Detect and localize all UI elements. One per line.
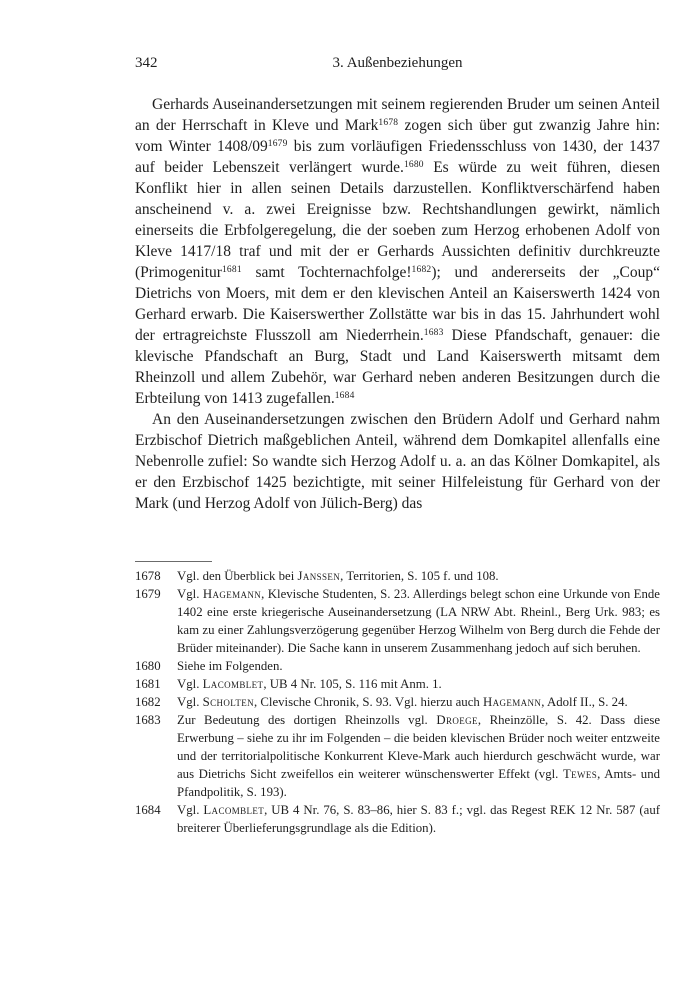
footnote-text [177, 567, 660, 585]
footnote-number: 1679 [135, 587, 161, 601]
text-run: , Rheinzölle, S. 42. Dass diese Erwerbung – siehe zu ihr im Folgenden – die beiden klevischen Brüder noch weiter entzweite und der territorialpolitische Konkurrent Kleve-Mark auch hierdurch geschwächt wurde, war aus Dietrichs Sicht zweifellos ein weiterer wünschenswerter Effekt (vgl. [177, 713, 661, 781]
text-run: Gerhards Auseinandersetzungen mit seinem regierenden Bruder um seinen Anteil an der Herrschaft in Kleve und Mark [135, 96, 660, 134]
text-run: ); und andererseits der „Coup“ Dietrichs von Moers, mit dem er den klevischen Anteil an Kaiserswerth 1424 von Gerhard erwarb. Die Kaiserswerther Zollstätte war bis in das 15. Jahrhundert wohl der ertragreichste Flusszoll am Niederrhein. [135, 264, 660, 344]
footnote-ref: 1680 [403, 160, 424, 170]
footnote-item [135, 801, 660, 837]
text-run: Zur Bedeutung des dortigen Rheinzolls vgl. [177, 713, 437, 727]
author-name-smallcaps: Lacomblet [203, 803, 265, 817]
author-name-smallcaps: Tewes [562, 767, 598, 781]
footnote-number: 1684 [135, 803, 161, 817]
footnote-number: 1680 [135, 659, 161, 673]
main-text-block [135, 94, 660, 514]
text-run: Vgl. [177, 677, 203, 691]
footnote-text [177, 585, 660, 657]
footnote-number: 1682 [135, 695, 161, 709]
footnote-item [135, 675, 660, 693]
text-run: samt Tochternachfolge! [241, 264, 412, 281]
author-name-smallcaps: Droege [436, 713, 478, 727]
body-paragraph [135, 94, 660, 409]
footnote-text [177, 693, 660, 711]
author-name-smallcaps: Hagemann [482, 695, 542, 709]
text-run: , Klevische Studenten, S. 23. Allerdings belegt schon eine Urkunde von Ende 1402 eine erste kriegerische Auseinandersetzung (LA NRW Abt. Rheinl., Berg Urk. 983; es kam zu einer Zahlungsverzögerung gegenüber Herzog Wilhelm von Berg durch die Fehde der Brüder miteinander). Die Sache kann in unserem Zusammenhang jedoch auf sich beruhen. [177, 587, 660, 655]
text-run: Vgl. den Überblick bei [177, 569, 298, 583]
text-run: , Adolf II., S. 24. [541, 695, 628, 709]
footnote-ref: 1682 [411, 265, 432, 275]
footnote-item [135, 567, 660, 585]
footnote-ref: 1683 [423, 328, 444, 338]
running-header-title: 3. Außenbeziehungen [332, 55, 463, 71]
text-run: An den Auseinandersetzungen zwischen den Brüdern Adolf und Gerhard nahm Erzbischof Dietrich maßgeblichen Anteil, während dem Domkapitel allenfalls eine Nebenrolle zufiel: So wandte sich Herzog Adolf u. a. an das Kölner Domkapitel, als er den Erzbischof 1425 bezichtigte, mit seiner Hilfeleistung für Gerhard von der Mark (und Herzog Adolf von Jülich-Berg) das [135, 411, 660, 512]
footnote-separator [135, 561, 212, 562]
text-run: Es würde zu weit führen, diesen Konflikt hier in allen seinen Details darzustellen. Konfliktverschärfend haben anscheinend v. a. zwei Ereignisse bzw. Rechtshandlungen gewirkt, nämlich einerseits die Erbfolgeregelung, die der soeben zum Herzog erhobenen Adolf von Kleve 1417/18 traf und mit der er Gerhards Aussichten definitiv durchkreuzte (Primogenitur [135, 159, 660, 281]
footnote-ref: 1684 [334, 391, 355, 401]
author-name-smallcaps: Lacomblet [202, 677, 264, 691]
text-run: Vgl. [177, 803, 204, 817]
author-name-smallcaps: Scholten [202, 695, 254, 709]
text-run: , UB 4 Nr. 76, S. 83–86, hier S. 83 f.; vgl. das Regest REK 12 Nr. 587 (auf breiterer Überlieferungsgrundlage als die Edition). [177, 803, 660, 835]
author-name-smallcaps: Hagemann [202, 587, 262, 601]
footnote-number: 1683 [135, 713, 161, 727]
text-run: bis zum vorläufigen Friedensschluss von 1430, der 1437 auf beider Lebenszeit verlängert wurde. [135, 138, 660, 176]
text-run: Vgl. [177, 695, 203, 709]
footnote-number: 1678 [135, 569, 161, 583]
text-run: zogen sich über gut zwanzig Jahre hin: vom Winter 1408/09 [135, 117, 660, 155]
footnote-text [177, 657, 660, 675]
text-run: Diese Pfandschaft, genauer: die klevische Pfandschaft an Burg, Stadt und Land Kaiserswerth mitsamt dem Rheinzoll und allem Zubehör, war Gerhard neben anderen Besitzungen durch die Erbteilung von 1413 zugefallen. [135, 327, 660, 407]
text-run: Vgl. [177, 587, 203, 601]
footnote-item [135, 693, 660, 711]
footnote-text [177, 711, 660, 801]
text-run: , Amts- und Pfandpolitik, S. 193). [177, 767, 660, 799]
footnote-item [135, 711, 660, 801]
footnote-ref: 1681 [221, 265, 242, 275]
page-number: 342 [135, 55, 158, 71]
text-run: Siehe im Folgenden. [177, 659, 283, 673]
text-run: , UB 4 Nr. 105, S. 116 mit Anm. 1. [263, 677, 442, 691]
text-run: , Territorien, S. 105 f. und 108. [340, 569, 499, 583]
footnote-ref: 1679 [267, 139, 288, 149]
footnote-text [177, 801, 660, 837]
footnotes-block [135, 567, 660, 837]
body-paragraph [135, 409, 660, 514]
footnote-text [177, 675, 660, 693]
text-run: , Clevische Chronik, S. 93. Vgl. hierzu auch [253, 695, 483, 709]
footnote-item [135, 657, 660, 675]
footnote-ref: 1678 [378, 118, 399, 128]
running-header [135, 54, 660, 72]
author-name-smallcaps: Janssen [297, 569, 341, 583]
footnote-item [135, 585, 660, 657]
footnote-number: 1681 [135, 677, 161, 691]
